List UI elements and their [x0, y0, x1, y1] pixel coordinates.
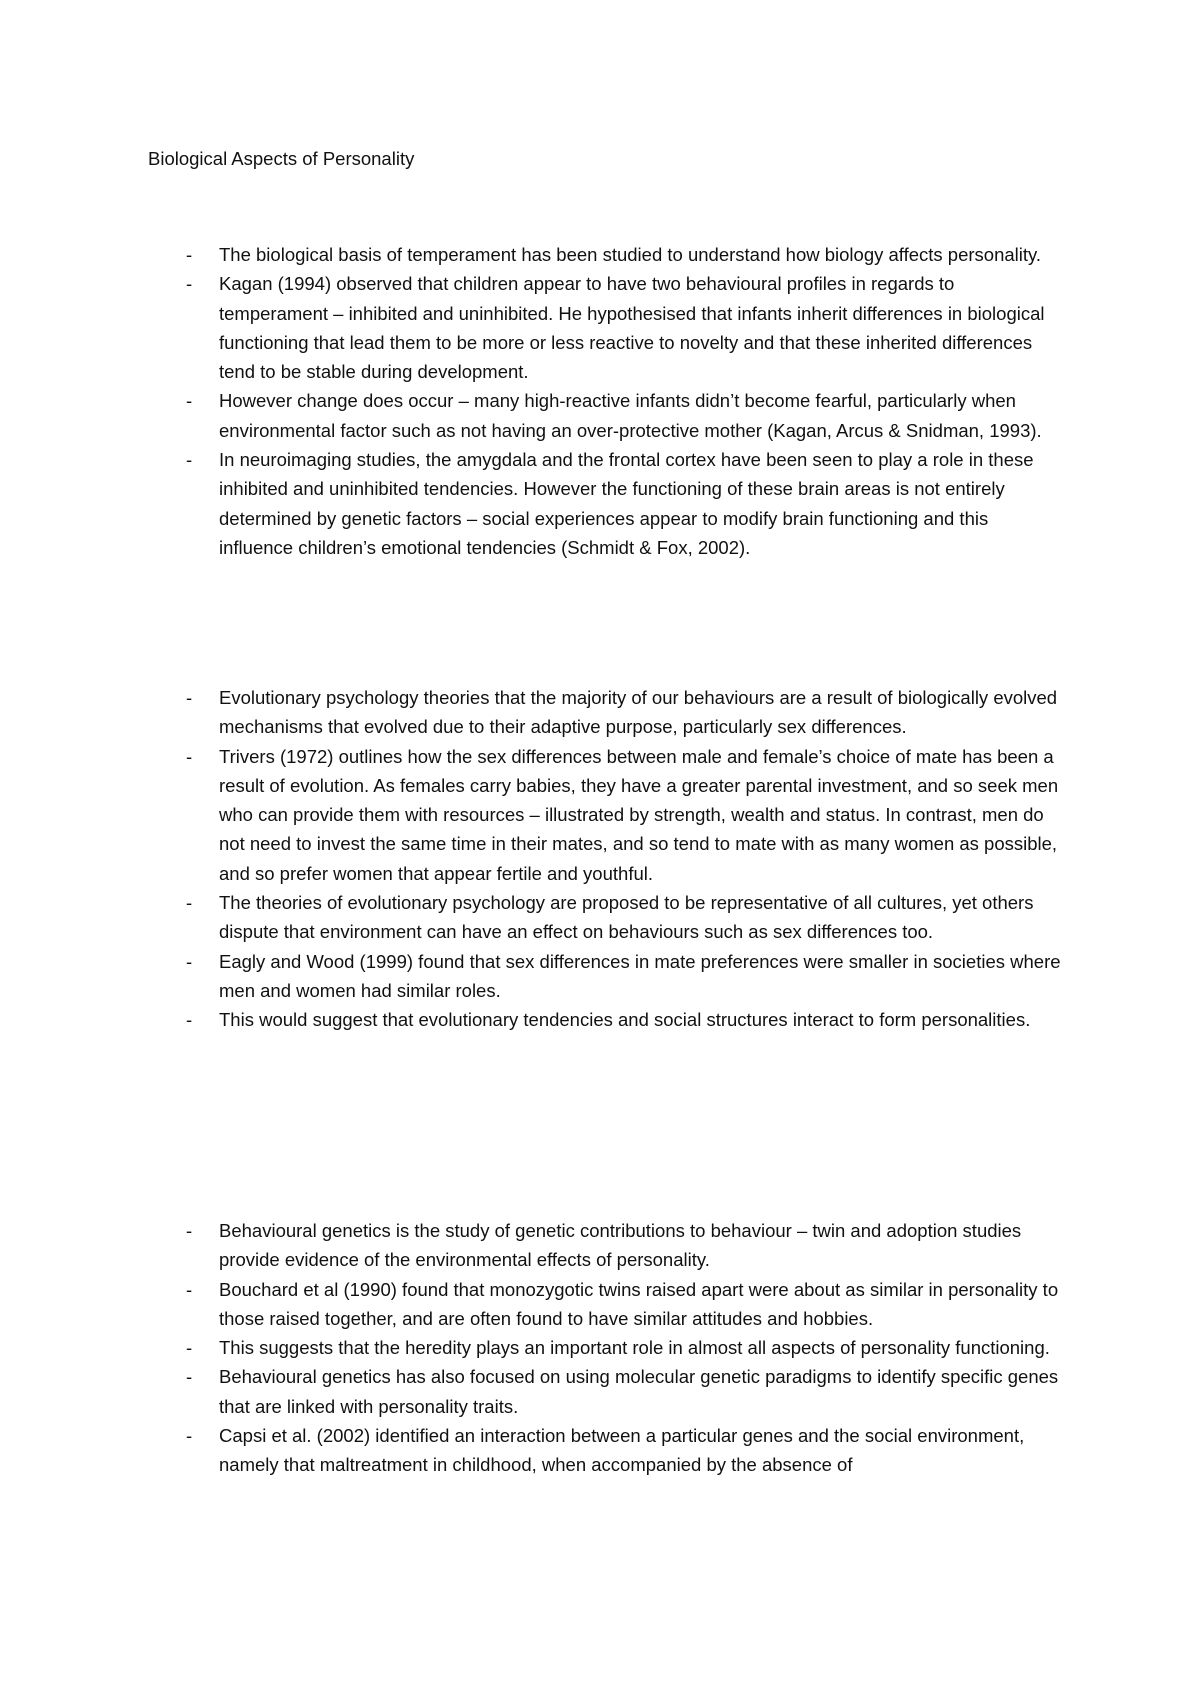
bullet-dash: - [186, 1366, 193, 1388]
list-item [0, 947, 1200, 1006]
bullet-text: Behavioural genetics has also focused on using molecular genetic paradigms to identify specific genes that are linked with personality traits. [219, 1366, 1059, 1417]
bullet-dash: - [186, 745, 193, 767]
bullet-dash: - [186, 1278, 193, 1300]
list-item [0, 1421, 1200, 1480]
list-item [0, 240, 1200, 269]
bullet-text: Evolutionary psychology theories that the majority of our behaviours are a result of biologically evolved mechanisms that evolved due to their adaptive purpose, particularly sex differences. [219, 687, 1058, 738]
bullet-dash: - [186, 390, 193, 412]
bullet-dash: - [186, 1425, 193, 1447]
list-item [0, 269, 1200, 386]
list-item [0, 1216, 1200, 1275]
bullet-text: Behavioural genetics is the study of genetic contributions to behaviour – twin and adoption studies provide evidence of the environmental effects of personality. [219, 1220, 1022, 1271]
bullet-text: Trivers (1972) outlines how the sex differences between male and female’s choice of mate has been a result of evolution. As females carry babies, they have a greater parental investment, and so seek men who can provide them with resources – illustrated by strength, wealth and status. In contrast, men do not need to invest the same time in their mates, and so tend to mate with as many women as possible, and so prefer women that appear fertile and youthful. [219, 745, 1059, 884]
section-behavioural-genetics [0, 1216, 1200, 1480]
list-item [0, 445, 1200, 562]
bullet-text: The biological basis of temperament has been studied to understand how biology affects personality. [219, 244, 1042, 265]
bullet-dash: - [186, 1220, 193, 1241]
bullet-text: In neuroimaging studies, the amygdala and the frontal cortex have been seen to play a role in these inhibited and uninhibited tendencies. However the functioning of these brain areas is not entirely determined by genetic factors – social experiences appear to modify brain functioning and this influence children’s emotional tendencies (Schmidt & Fox, 2002). [219, 449, 1034, 558]
bullet-text: The theories of evolutionary psychology are proposed to be representative of all cultures, yet others dispute that environment can have an effect on behaviours such as sex differences too. [219, 892, 1034, 943]
list-item [0, 386, 1200, 445]
bullet-dash: - [186, 1009, 193, 1031]
list-item [0, 1005, 1200, 1034]
document-title: Biological Aspects of Personality [148, 148, 415, 169]
bullet-dash: - [186, 950, 193, 972]
list-item [0, 742, 1200, 888]
section-evolutionary-psychology [0, 683, 1200, 1035]
bullet-text: Kagan (1994) observed that children appear to have two behavioural profiles in regards to temperament – inhibited and uninhibited. He hypothesised that infants inherit differences in biological functioning that lead them to be more or less reactive to novelty and that these inherited differences tend to be stable during development. [219, 273, 1045, 383]
bullet-dash: - [186, 449, 193, 471]
bullet-dash: - [186, 892, 193, 914]
bullet-dash: - [186, 273, 193, 295]
bullet-text: This would suggest that evolutionary tendencies and social structures interact to form personalities. [219, 1009, 1031, 1031]
bullet-dash: - [186, 244, 193, 265]
bullet-text: However change does occur – many high-reactive infants didn’t become fearful, particularly when environmental factor such as not having an over-protective mother (Kagan, Arcus & Snidman, 1993). [219, 390, 1042, 441]
list-item [0, 1333, 1200, 1362]
list-item [0, 888, 1200, 947]
bullet-dash: - [186, 687, 193, 708]
bullet-text: Capsi et al. (2002) identified an interaction between a particular genes and the social environment, namely that maltreatment in childhood, when accompanied by the absence of [219, 1425, 1025, 1476]
bullet-text: Eagly and Wood (1999) found that sex differences in mate preferences were smaller in societies where men and women had similar roles. [219, 950, 1061, 1001]
list-item [0, 1362, 1200, 1421]
list-item [0, 683, 1200, 742]
bullet-dash: - [186, 1337, 193, 1359]
list-item [0, 1275, 1200, 1334]
bullet-text: This suggests that the heredity plays an important role in almost all aspects of personality functioning. [219, 1337, 1050, 1359]
section-temperament [0, 240, 1200, 562]
bullet-text: Bouchard et al (1990) found that monozygotic twins raised apart were about as similar in personality to those raised together, and are often found to have similar attitudes and hobbies. [219, 1278, 1059, 1329]
